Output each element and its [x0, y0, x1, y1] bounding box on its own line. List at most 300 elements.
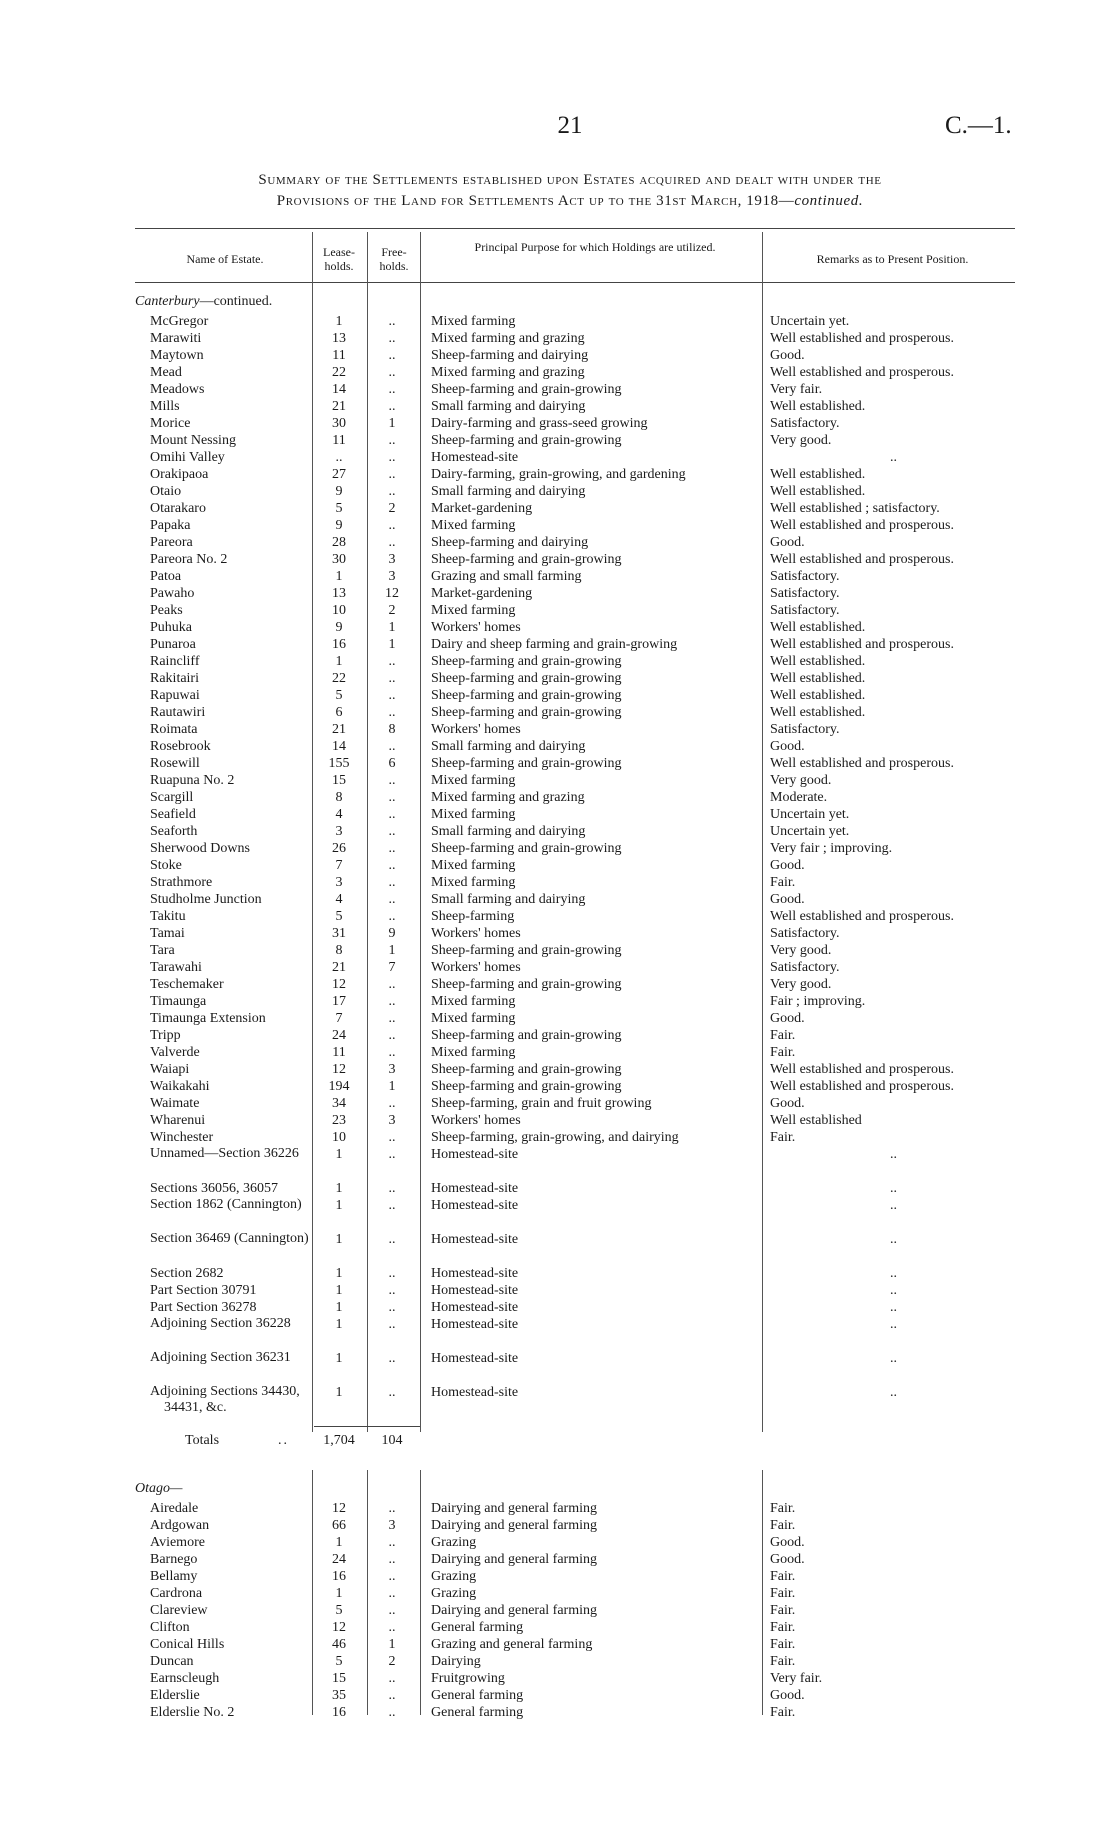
- table-row: [0, 1653, 1114, 1670]
- leaseholds-value: 16: [332, 1705, 346, 1720]
- leaseholds-value: 31: [332, 926, 346, 941]
- freeholds-value: ..: [388, 1671, 396, 1686]
- leaseholds-value: 14: [332, 382, 346, 397]
- table-row: [0, 568, 1114, 585]
- freeholds-value: ..: [388, 892, 396, 907]
- leaseholds-value: 9: [335, 620, 343, 635]
- remarks-value: Well established.: [770, 399, 866, 414]
- leaseholds-value: 8: [335, 943, 343, 958]
- freeholds-value: 1: [388, 637, 396, 652]
- table-row: [0, 1146, 1114, 1180]
- remarks-value: Good.: [770, 1011, 805, 1026]
- purpose-value: Workers' homes: [431, 1113, 521, 1128]
- freeholds-value: 3: [388, 552, 396, 567]
- remarks-value: Well established.: [770, 467, 866, 482]
- purpose-value: Mixed farming: [431, 858, 516, 873]
- leaseholds-value: 21: [332, 399, 346, 414]
- purpose-value: Mixed farming: [431, 314, 516, 329]
- remarks-value: Very good.: [770, 977, 832, 992]
- estate-name: Elderslie: [150, 1688, 200, 1703]
- freeholds-value: ..: [388, 1705, 396, 1720]
- estate-name: Ardgowan: [150, 1518, 210, 1533]
- table-row: [0, 1027, 1114, 1044]
- freeholds-value: 3: [388, 1518, 396, 1533]
- purpose-value: Small farming and dairying: [431, 824, 586, 839]
- freeholds-value: ..: [388, 1011, 396, 1026]
- estate-name: Clareview: [150, 1603, 208, 1618]
- freeholds-value: 2: [388, 1654, 396, 1669]
- table-row: [0, 840, 1114, 857]
- leaseholds-value: 26: [332, 841, 346, 856]
- table-row: [0, 398, 1114, 415]
- table-row: [0, 619, 1114, 636]
- remarks-value: Uncertain yet.: [770, 824, 850, 839]
- estate-name: Otaio: [150, 484, 182, 499]
- remarks-value: Good.: [770, 1535, 805, 1550]
- purpose-value: Sheep-farming and dairying: [431, 535, 589, 550]
- freeholds-value: ..: [388, 1266, 396, 1281]
- table-row: [0, 1687, 1114, 1704]
- table-row: [0, 738, 1114, 755]
- estate-name: Tarawahi: [150, 960, 202, 975]
- purpose-value: Small farming and dairying: [431, 739, 586, 754]
- region-heading-canterbury: Canterbury—continued.: [135, 294, 273, 309]
- estate-name: Peaks: [150, 603, 183, 618]
- freeholds-value: 12: [385, 586, 399, 601]
- remarks-value: Fair.: [770, 1705, 796, 1720]
- table-row: [0, 534, 1114, 551]
- remarks-value: ..: [890, 1232, 897, 1247]
- purpose-value: Homestead-site: [431, 1283, 519, 1298]
- purpose-value: Mixed farming and grazing: [431, 365, 585, 380]
- leaseholds-value: 1: [335, 654, 343, 669]
- purpose-value: Homestead-site: [431, 1351, 519, 1366]
- table-row: [0, 993, 1114, 1010]
- estate-name: Seaforth: [150, 824, 198, 839]
- estate-name: Stoke: [150, 858, 182, 873]
- freeholds-value: ..: [388, 994, 396, 1009]
- header-bottom-rule: [135, 282, 1015, 283]
- remarks-value: Very fair.: [770, 382, 823, 397]
- remarks-value: Uncertain yet.: [770, 314, 850, 329]
- leaseholds-value: 17: [332, 994, 346, 1009]
- table-row: [0, 1568, 1114, 1585]
- estate-name: Airedale: [150, 1501, 199, 1516]
- purpose-value: Dairy-farming and grass-seed growing: [431, 416, 648, 431]
- estate-name: Morice: [150, 416, 191, 431]
- remarks-value: Very good.: [770, 433, 832, 448]
- estate-name: Tripp: [150, 1028, 181, 1043]
- leaseholds-value: 10: [332, 1130, 346, 1145]
- estate-name: Maytown: [150, 348, 204, 363]
- estate-name: Takitu: [150, 909, 186, 924]
- table-row: [0, 466, 1114, 483]
- table-row: [0, 1299, 1114, 1316]
- table-row: [0, 585, 1114, 602]
- freeholds-value: ..: [388, 1586, 396, 1601]
- leaseholds-value: 22: [332, 671, 346, 686]
- freeholds-value: ..: [388, 518, 396, 533]
- freeholds-value: ..: [388, 314, 396, 329]
- purpose-value: Small farming and dairying: [431, 399, 586, 414]
- leaseholds-value: 1: [335, 1351, 343, 1366]
- purpose-value: Sheep-farming and grain-growing: [431, 552, 622, 567]
- table-row: [0, 670, 1114, 687]
- estate-name: Studholme Junction: [150, 892, 262, 907]
- leaseholds-value: 22: [332, 365, 346, 380]
- table-row: [0, 1500, 1114, 1517]
- freeholds-value: 1: [388, 1079, 396, 1094]
- table-row: [0, 857, 1114, 874]
- estate-name: Punaroa: [150, 637, 196, 652]
- leaseholds-value: 12: [332, 977, 346, 992]
- purpose-value: Sheep-farming and grain-growing: [431, 756, 622, 771]
- table-row: [0, 483, 1114, 500]
- leaseholds-value: 7: [335, 1011, 343, 1026]
- purpose-value: General farming: [431, 1688, 524, 1703]
- freeholds-value: ..: [388, 688, 396, 703]
- purpose-value: Mixed farming: [431, 875, 516, 890]
- leaseholds-value: 24: [332, 1028, 346, 1043]
- freeholds-value: ..: [388, 790, 396, 805]
- freeholds-value: ..: [388, 739, 396, 754]
- estate-name: Aviemore: [150, 1535, 205, 1550]
- purpose-value: Sheep-farming and grain-growing: [431, 433, 622, 448]
- table-row: [0, 806, 1114, 823]
- remarks-value: Fair.: [770, 1620, 796, 1635]
- estate-name: Section 1862 (Cannington): [150, 1197, 302, 1212]
- estate-name: Patoa: [150, 569, 182, 584]
- purpose-value: Mixed farming: [431, 994, 516, 1009]
- leaseholds-value: 1: [335, 1147, 343, 1162]
- remarks-value: Good.: [770, 892, 805, 907]
- freeholds-value: ..: [388, 1028, 396, 1043]
- totals-rule-row: [0, 1418, 1114, 1432]
- spacer: [0, 1456, 1114, 1480]
- freeholds-value: 6: [388, 756, 396, 771]
- purpose-value: Workers' homes: [431, 620, 521, 635]
- table-row: [0, 1129, 1114, 1146]
- remarks-value: Well established.: [770, 620, 866, 635]
- freeholds-value: ..: [388, 1147, 396, 1162]
- table-row: [0, 449, 1114, 466]
- estate-name: Seafield: [150, 807, 196, 822]
- leaseholds-value: 7: [335, 858, 343, 873]
- table-row: [0, 772, 1114, 789]
- remarks-value: Good.: [770, 535, 805, 550]
- remarks-value: Good.: [770, 1096, 805, 1111]
- header-purpose: Principal Purpose for which Holdings are utilized.: [474, 240, 716, 254]
- leaseholds-value: 155: [328, 756, 350, 771]
- estate-name: Roimata: [150, 722, 198, 737]
- purpose-value: Sheep-farming and grain-growing: [431, 671, 622, 686]
- estate-name: Waikakahi: [150, 1079, 210, 1094]
- table-row: [0, 1061, 1114, 1078]
- purpose-value: Sheep-farming, grain and fruit growing: [431, 1096, 652, 1111]
- remarks-value: Fair.: [770, 1045, 796, 1060]
- remarks-value: Well established.: [770, 654, 866, 669]
- table-row: [0, 432, 1114, 449]
- estate-name: Part Section 36278: [150, 1300, 257, 1315]
- table-row: [0, 653, 1114, 670]
- leaseholds-value: 16: [332, 637, 346, 652]
- purpose-value: Dairy and sheep farming and grain-growing: [431, 637, 678, 652]
- estate-name: Section 2682: [150, 1266, 224, 1281]
- remarks-value: Fair.: [770, 1654, 796, 1669]
- table-row: [0, 636, 1114, 653]
- purpose-value: Mixed farming and grazing: [431, 790, 585, 805]
- remarks-value: Very good.: [770, 773, 832, 788]
- leaseholds-value: 5: [335, 909, 343, 924]
- title-line-1: Summary of the Settlements established upon Estates acquired and dealt with under the: [258, 172, 882, 188]
- table-row: [0, 1636, 1114, 1653]
- leaseholds-value: 1: [335, 1586, 343, 1601]
- table-row: [0, 1078, 1114, 1095]
- table-row: [0, 415, 1114, 432]
- leaseholds-value: 15: [332, 1671, 346, 1686]
- otago-rows: [0, 1500, 1114, 1721]
- remarks-value: Satisfactory.: [770, 603, 840, 618]
- leaseholds-value: 35: [332, 1688, 346, 1703]
- estate-name: Barnego: [150, 1552, 198, 1567]
- leaseholds-value: 4: [335, 892, 343, 907]
- leaseholds-value: 27: [332, 467, 346, 482]
- freeholds-value: ..: [388, 824, 396, 839]
- table-row: [0, 1619, 1114, 1636]
- remarks-value: ..: [890, 1351, 897, 1366]
- leaseholds-value: 12: [332, 1062, 346, 1077]
- leaseholds-value: 11: [332, 348, 346, 363]
- purpose-value: Grazing: [431, 1569, 477, 1584]
- estate-name: Marawiti: [150, 331, 202, 346]
- estate-name: Sections 36056, 36057: [150, 1181, 278, 1196]
- remarks-value: Fair.: [770, 1637, 796, 1652]
- leaseholds-value: 66: [332, 1518, 346, 1533]
- leaseholds-value: 13: [332, 331, 346, 346]
- table-row: [0, 687, 1114, 704]
- estate-name: Section 36469 (Cannington): [150, 1231, 309, 1246]
- table-row: [0, 1670, 1114, 1687]
- leaseholds-value: 1: [335, 314, 343, 329]
- remarks-value: Fair.: [770, 1518, 796, 1533]
- table-row: [0, 1316, 1114, 1350]
- remarks-value: Fair.: [770, 1586, 796, 1601]
- remarks-value: Fair.: [770, 875, 796, 890]
- totals-row: [0, 1432, 1114, 1456]
- leaseholds-value: 9: [335, 518, 343, 533]
- freeholds-value: ..: [388, 1181, 396, 1196]
- estate-name: Elderslie No. 2: [150, 1705, 235, 1720]
- remarks-value: Well established.: [770, 705, 866, 720]
- remarks-value: Well established: [770, 1113, 862, 1128]
- freeholds-value: ..: [388, 1688, 396, 1703]
- leaseholds-value: 14: [332, 739, 346, 754]
- leaseholds-value: 1: [335, 569, 343, 584]
- remarks-value: Good.: [770, 1688, 805, 1703]
- remarks-value: Satisfactory.: [770, 960, 840, 975]
- leaseholds-value: 24: [332, 1552, 346, 1567]
- remarks-value: Well established and prosperous.: [770, 909, 954, 924]
- leaseholds-value: 16: [332, 1569, 346, 1584]
- freeholds-value: 3: [388, 1113, 396, 1128]
- leaseholds-value: 3: [335, 824, 343, 839]
- leaseholds-value: 1: [335, 1535, 343, 1550]
- purpose-value: Mixed farming: [431, 603, 516, 618]
- remarks-value: Fair ; improving.: [770, 994, 866, 1009]
- table-row: [0, 1585, 1114, 1602]
- leaseholds-value: 5: [335, 688, 343, 703]
- remarks-value: ..: [890, 1317, 897, 1332]
- table-title: [120, 170, 1020, 212]
- estate-name: Scargill: [150, 790, 194, 805]
- freeholds-value: ..: [388, 1232, 396, 1247]
- freeholds-value: ..: [388, 858, 396, 873]
- header-freeholds: Free-holds.: [379, 245, 409, 273]
- leaseholds-value: 1: [335, 1266, 343, 1281]
- purpose-value: Homestead-site: [431, 1300, 519, 1315]
- remarks-value: Satisfactory.: [770, 416, 840, 431]
- totals-dots: ..: [278, 1433, 289, 1448]
- purpose-value: Workers' homes: [431, 960, 521, 975]
- document-reference: C.—1.: [945, 112, 1012, 139]
- freeholds-value: ..: [388, 875, 396, 890]
- freeholds-value: ..: [388, 382, 396, 397]
- remarks-value: Good.: [770, 1552, 805, 1567]
- purpose-value: Sheep-farming and grain-growing: [431, 943, 622, 958]
- purpose-value: General farming: [431, 1705, 524, 1720]
- purpose-value: Dairy-farming, grain-growing, and gardening: [431, 467, 686, 482]
- estate-name: Unnamed—Section 36226: [150, 1146, 299, 1161]
- table-row: [0, 1534, 1114, 1551]
- freeholds-value: ..: [388, 1569, 396, 1584]
- estate-name: Wharenui: [150, 1113, 206, 1128]
- purpose-value: Dairying and general farming: [431, 1518, 597, 1533]
- table-row: [0, 1517, 1114, 1534]
- table-row: [0, 1197, 1114, 1231]
- estate-name: Timaunga Extension: [150, 1011, 266, 1026]
- freeholds-value: 3: [388, 569, 396, 584]
- freeholds-value: 9: [388, 926, 396, 941]
- remarks-value: Well established and prosperous.: [770, 637, 954, 652]
- totals-label: Totals: [185, 1433, 220, 1448]
- freeholds-value: ..: [388, 909, 396, 924]
- purpose-value: Sheep-farming and grain-growing: [431, 654, 622, 669]
- purpose-value: Small farming and dairying: [431, 892, 586, 907]
- estate-name: Ruapuna No. 2: [150, 773, 235, 788]
- purpose-value: Dairying: [431, 1654, 481, 1669]
- table-row: [0, 823, 1114, 840]
- estate-name: Teschemaker: [150, 977, 224, 992]
- remarks-value: ..: [890, 450, 897, 465]
- estate-name: Valverde: [150, 1045, 200, 1060]
- leaseholds-value: 5: [335, 1654, 343, 1669]
- purpose-value: Sheep-farming and grain-growing: [431, 705, 622, 720]
- table-row: [0, 976, 1114, 993]
- table-row: [0, 1180, 1114, 1197]
- purpose-value: Mixed farming and grazing: [431, 331, 585, 346]
- purpose-value: Dairying and general farming: [431, 1603, 597, 1618]
- estate-name: Rapuwai: [150, 688, 200, 703]
- remarks-value: Well established.: [770, 484, 866, 499]
- leaseholds-value: 28: [332, 535, 346, 550]
- leaseholds-value: 10: [332, 603, 346, 618]
- remarks-value: Well established and prosperous.: [770, 756, 954, 771]
- remarks-value: Satisfactory.: [770, 722, 840, 737]
- remarks-value: Fair.: [770, 1130, 796, 1145]
- table-row: [0, 1602, 1114, 1619]
- purpose-value: Small farming and dairying: [431, 484, 586, 499]
- table-row: [0, 1231, 1114, 1265]
- purpose-value: Sheep-farming, grain-growing, and dairying: [431, 1130, 679, 1145]
- remarks-value: Satisfactory.: [770, 586, 840, 601]
- freeholds-value: 3: [388, 1062, 396, 1077]
- estate-name: Strathmore: [150, 875, 213, 890]
- remarks-value: Well established and prosperous.: [770, 1062, 954, 1077]
- estate-name: Pareora No. 2: [150, 552, 228, 567]
- freeholds-value: ..: [388, 1620, 396, 1635]
- table-row: [0, 891, 1114, 908]
- purpose-value: Sheep-farming and grain-growing: [431, 1062, 622, 1077]
- estate-name: Meadows: [150, 382, 205, 397]
- estate-name: Winchester: [150, 1130, 214, 1145]
- purpose-value: Homestead-site: [431, 1181, 519, 1196]
- canterbury-section-rows: [0, 1146, 1114, 1418]
- remarks-value: Good.: [770, 348, 805, 363]
- remarks-value: Good.: [770, 739, 805, 754]
- freeholds-value: ..: [388, 654, 396, 669]
- freeholds-value: 1: [388, 943, 396, 958]
- estate-name: Mead: [150, 365, 182, 380]
- remarks-value: Very fair.: [770, 1671, 823, 1686]
- purpose-value: Grazing: [431, 1535, 477, 1550]
- purpose-value: Homestead-site: [431, 1147, 519, 1162]
- table-row: [0, 1282, 1114, 1299]
- remarks-value: ..: [890, 1385, 897, 1400]
- remarks-value: ..: [890, 1147, 897, 1162]
- region-heading-otago: Otago—: [135, 1481, 183, 1496]
- purpose-value: Mixed farming: [431, 1011, 516, 1026]
- estate-name: Timaunga: [150, 994, 207, 1009]
- estate-name: Raincliff: [150, 654, 200, 669]
- purpose-value: Workers' homes: [431, 926, 521, 941]
- remarks-value: Well established and prosperous.: [770, 365, 954, 380]
- remarks-value: Well established.: [770, 671, 866, 686]
- estate-name: Sherwood Downs: [150, 841, 250, 856]
- freeholds-value: ..: [388, 450, 396, 465]
- estate-name: Rosebrook: [150, 739, 211, 754]
- remarks-value: ..: [890, 1300, 897, 1315]
- table-row: [0, 1044, 1114, 1061]
- table-row: [0, 789, 1114, 806]
- purpose-value: Sheep-farming and grain-growing: [431, 1028, 622, 1043]
- freeholds-value: ..: [388, 433, 396, 448]
- leaseholds-value: 15: [332, 773, 346, 788]
- estate-name: Adjoining Sections 34430, 34431, &c.: [150, 1384, 300, 1415]
- freeholds-value: 1: [388, 416, 396, 431]
- leaseholds-value: 30: [332, 552, 346, 567]
- remarks-value: ..: [890, 1181, 897, 1196]
- leaseholds-value: 23: [332, 1113, 346, 1128]
- table-row: [0, 330, 1114, 347]
- purpose-value: Grazing: [431, 1586, 477, 1601]
- table-row: [0, 551, 1114, 568]
- leaseholds-value: 1: [335, 1232, 343, 1247]
- table-row: [0, 500, 1114, 517]
- table-row: [0, 1384, 1114, 1418]
- remarks-value: Uncertain yet.: [770, 807, 850, 822]
- freeholds-value: ..: [388, 1096, 396, 1111]
- purpose-value: Workers' homes: [431, 722, 521, 737]
